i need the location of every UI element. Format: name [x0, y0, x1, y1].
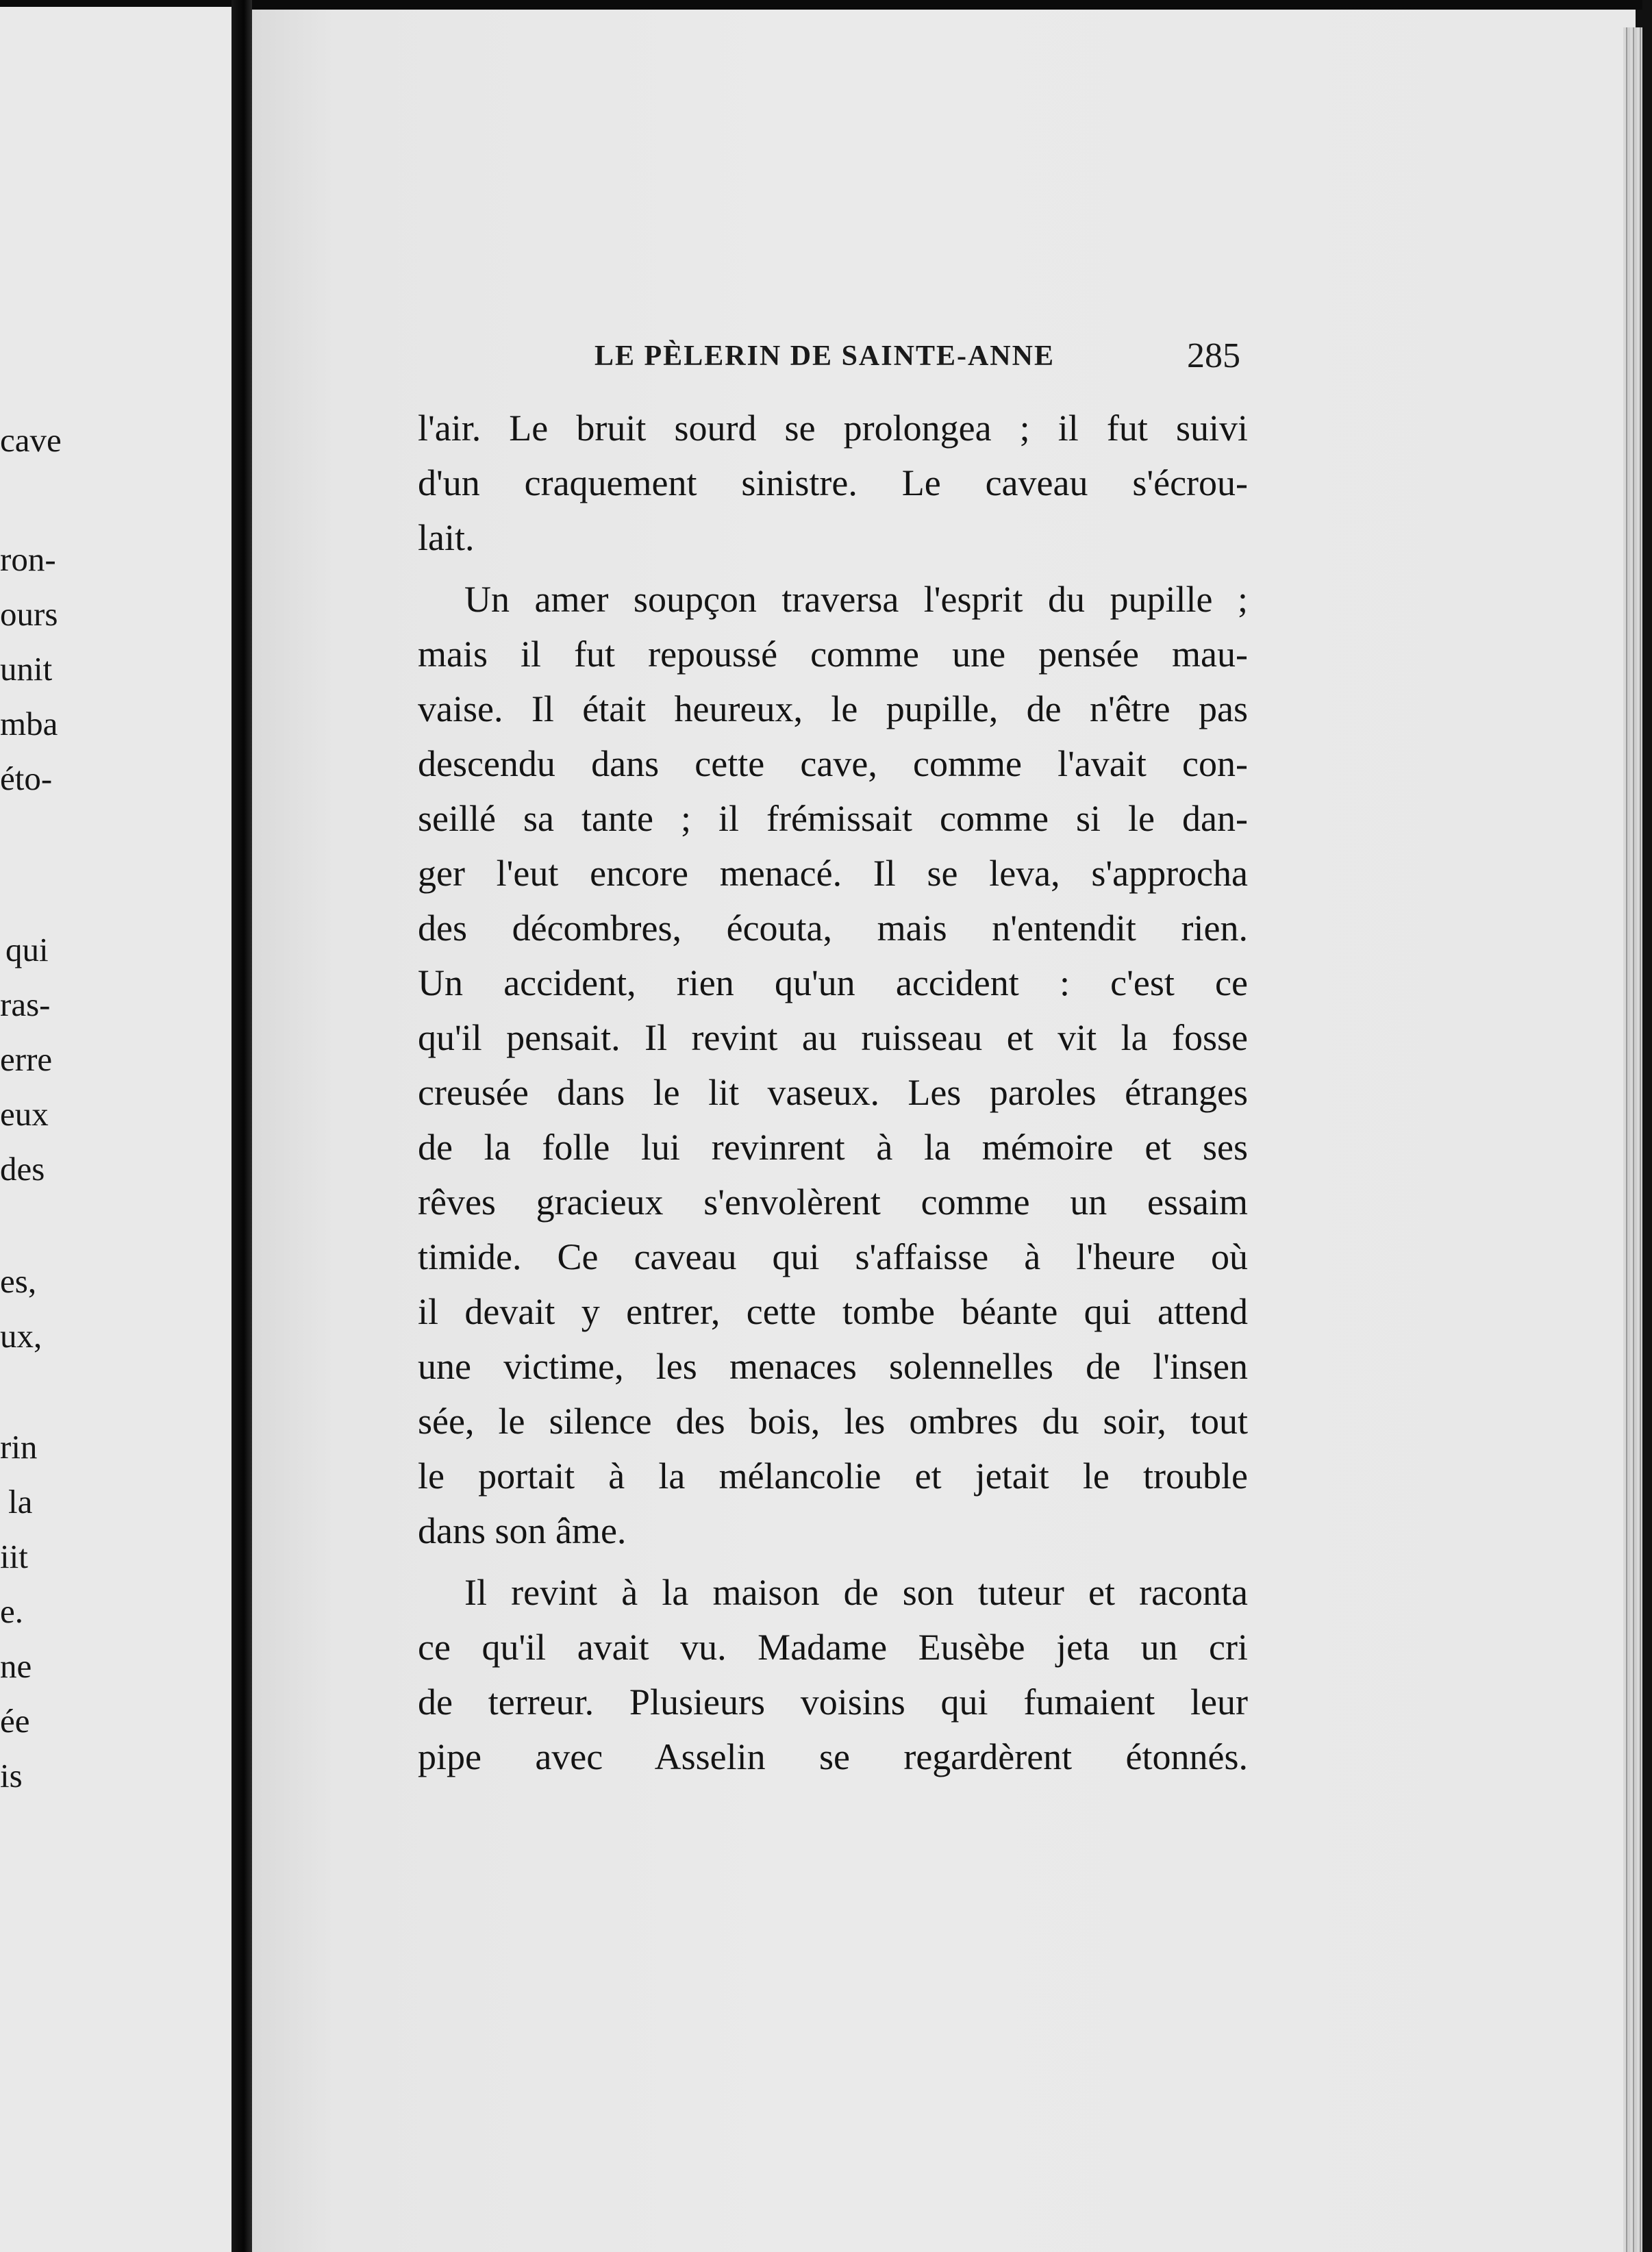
text-line: lait. [418, 517, 475, 558]
left-page-line: éto- [0, 760, 53, 797]
left-page-line: ée [0, 1702, 30, 1740]
left-page-line: e. [0, 1592, 23, 1630]
left-page-line: la [8, 1483, 33, 1521]
text-line: des décombres, écouta, mais n'entendit rien. [418, 908, 1248, 949]
left-page-line: ours [0, 595, 58, 633]
left-page-line: is [0, 1757, 23, 1794]
book-gutter [231, 0, 252, 2252]
text-line: Un amer soupçon traversa l'esprit du pupille ; [464, 579, 1248, 620]
left-page-line: eux [0, 1095, 49, 1133]
left-page-line: es, [0, 1262, 37, 1300]
text-line: ger l'eut encore menacé. Il se leva, s'approcha [418, 853, 1248, 894]
text-line: pipe avec Asselin se regardèrent étonnés. [418, 1736, 1248, 1777]
left-page-line: cave [0, 421, 62, 459]
text-line: de terreur. Plusieurs voisins qui fumaient leur [418, 1681, 1248, 1723]
running-head: LE PÈLERIN DE SAINTE-ANNE [595, 340, 1055, 372]
text-line: d'un craquement sinistre. Le caveau s'écrou- [418, 462, 1248, 503]
left-page-line: erre [0, 1040, 53, 1078]
page-number: 285 [1187, 336, 1240, 375]
text-line: l'air. Le bruit sourd se prolongea ; il fut suivi [418, 408, 1248, 449]
text-line: sée, le silence des bois, les ombres du soir, tout [418, 1401, 1248, 1442]
left-page-line: mba [0, 705, 58, 742]
text-line: le portait à la mélancolie et jetait le trouble [418, 1455, 1248, 1497]
text-line: creusée dans le lit vaseux. Les paroles étranges [418, 1072, 1248, 1113]
left-page-line: ux, [0, 1317, 42, 1355]
text-line: il devait y entrer, cette tombe béante qui attend [418, 1291, 1248, 1332]
text-line: Il revint à la maison de son tuteur et raconta [464, 1572, 1248, 1613]
text-line: de la folle lui revinrent à la mémoire et ses [418, 1127, 1248, 1168]
text-line: qu'il pensait. Il revint au ruisseau et vit la fosse [418, 1017, 1248, 1058]
left-page-line: ron- [0, 540, 56, 578]
text-line: une victime, les menaces solennelles de l'insen [418, 1346, 1248, 1387]
text-line: mais il fut repoussé comme une pensée mau- [418, 634, 1248, 675]
left-page-line: qui [5, 931, 49, 968]
text-line: seillé sa tante ; il frémissait comme si le dan- [418, 798, 1248, 839]
text-line: Un accident, rien qu'un accident : c'est ce [418, 962, 1248, 1003]
page-edges [1623, 27, 1644, 2252]
text-line: vaise. Il était heureux, le pupille, de n'être pas [418, 688, 1248, 729]
previous-page-fragment [0, 7, 237, 2252]
left-page-line: ne [0, 1647, 32, 1685]
left-page-line: des [0, 1150, 45, 1188]
text-line: descendu dans cette cave, comme l'avait con- [418, 743, 1248, 784]
left-page-line: ras- [0, 986, 51, 1023]
text-line: dans son âme. [418, 1510, 627, 1551]
text-line: timide. Ce caveau qui s'affaisse à l'heure où [418, 1236, 1248, 1277]
left-page-line: rin [0, 1428, 38, 1466]
left-page-line: iit [0, 1538, 28, 1575]
text-line: rêves gracieux s'envolèrent comme un essaim [418, 1181, 1248, 1223]
left-page-line: unit [0, 650, 53, 688]
scan-border-right [1642, 0, 1652, 2252]
text-line: ce qu'il avait vu. Madame Eusèbe jeta un cri [418, 1627, 1248, 1668]
